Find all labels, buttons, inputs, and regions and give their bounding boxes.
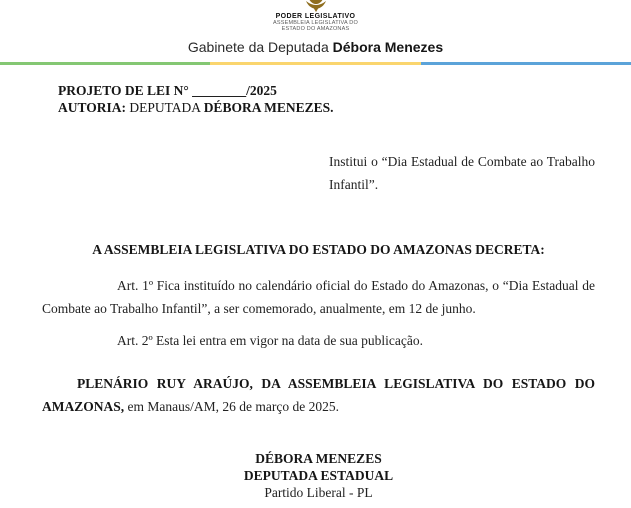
- enactment-clause: A ASSEMBLEIA LEGISLATIVA DO ESTADO DO AMAZONAS DECRETA:: [92, 241, 545, 257]
- stripe-blue: [421, 62, 631, 65]
- office-deputy-name: Débora Menezes: [332, 38, 444, 55]
- authorship-label: AUTORIA:: [58, 100, 127, 116]
- article-1: Art. 1º Fica instituído no calendário oficial do Estado do Amazonas, o “Dia Estadual de Combate ao Trabalho Infantil”, a ser comemorado, anualmente, em 12 de junho.: [42, 277, 595, 316]
- bill-title-block: [58, 82, 595, 117]
- signature-name: DÉBORA MENEZES: [255, 450, 382, 466]
- document-body: [0, 82, 631, 501]
- org-title: PODER LEGISLATIVO: [275, 13, 356, 20]
- org-subtitle-line2: ESTADO DO AMAZONAS: [281, 25, 350, 32]
- tricolor-rule: [0, 62, 631, 65]
- authorship-name: DÉBORA MENEZES.: [203, 100, 334, 116]
- bill-number-line: PROJETO DE LEI N° ________/2025: [58, 82, 277, 98]
- signature-party: Partido Liberal - PL: [264, 484, 373, 500]
- signature-role: DEPUTADA ESTADUAL: [243, 467, 394, 483]
- org-subtitle-line1: ASSEMBLEIA LEGISLATIVA DO: [273, 20, 358, 26]
- bill-authorship-line: [58, 99, 595, 117]
- plenary-bold-text: PLENÁRIO RUY ARAÚJO, DA ASSEMBLEIA LEGISLATIVA DO ESTADO DO AMAZONAS,: [42, 375, 595, 414]
- signature-block: [42, 450, 595, 501]
- stripe-yellow: [210, 62, 420, 65]
- plenary-date-text: em Manaus/AM, 26 de março de 2025.: [124, 398, 339, 414]
- legislative-crest-icon: [296, 0, 336, 12]
- office-prefix: Gabinete da Deputada: [187, 38, 333, 55]
- plenary-closing: [42, 372, 595, 418]
- article-2: Art. 2º Esta lei entra em vigor na data de sua publicação.: [117, 332, 423, 348]
- bill-summary: Institui o “Dia Estadual de Combate ao Trabalho Infantil”.: [329, 153, 595, 192]
- authorship-middle: DEPUTADA: [126, 100, 204, 116]
- stripe-green: [0, 62, 210, 65]
- office-title: [0, 39, 631, 56]
- letterhead: [0, 0, 631, 65]
